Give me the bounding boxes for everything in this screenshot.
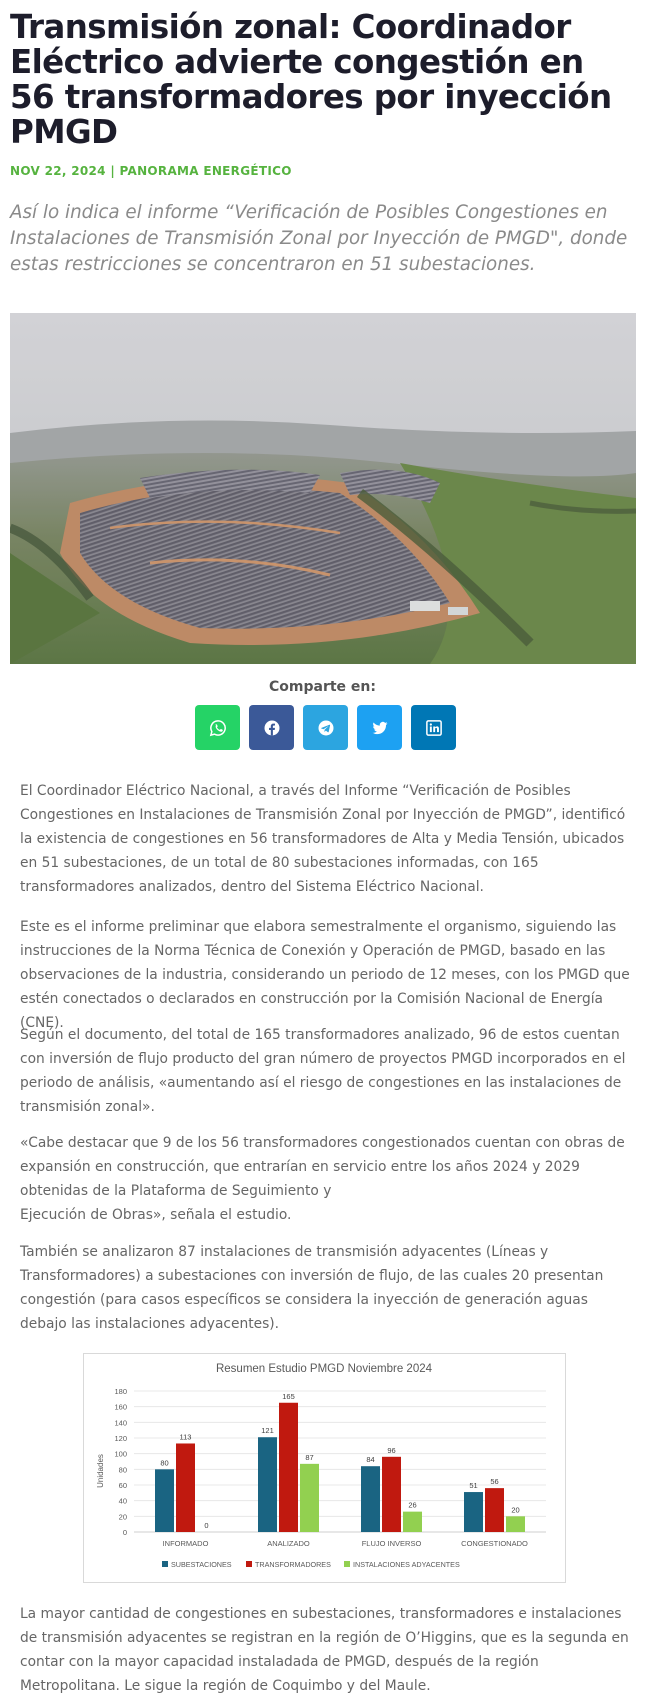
bar-chart bbox=[84, 1354, 565, 1582]
paragraph-3: Según el documento, del total de 165 transformadores analizado, 96 de estos cuentan con inversión de flujo producto del gran número de proyectos PMGD incorporados en el periodo de análisis, «aumentando así el riesgo de congestiones en las instalaciones de transmisión zonal». bbox=[20, 1027, 626, 1115]
bar-subestaciones-congestionado bbox=[464, 1492, 483, 1532]
paragraph-6: La mayor cantidad de congestiones en subestaciones, transformadores e instalaciones de transmisión adyacentes se registran en la región de O’Higgins, que es la segunda en contar con la mayor capacidad instaladada de PMGD, después de la región Metropolitana. Le sigue la región de Coquimbo y del Maule. bbox=[20, 1606, 629, 1694]
article-meta bbox=[10, 164, 292, 178]
chart-title: Resumen Estudio PMGD Noviembre 2024 bbox=[215, 1363, 433, 1375]
hero-image-solar-farm bbox=[10, 313, 636, 664]
y-tick-label: 80 bbox=[118, 1465, 127, 1475]
data-label: 121 bbox=[261, 1426, 274, 1436]
twitter-icon bbox=[371, 719, 389, 737]
x-tick-label: CONGESTIONADO bbox=[461, 1539, 528, 1548]
data-label: 113 bbox=[179, 1432, 192, 1442]
x-tick-label: INFORMADO bbox=[162, 1539, 209, 1548]
bar-transformadores-informado bbox=[176, 1443, 195, 1532]
solar-farm-illustration bbox=[10, 313, 636, 664]
bar-transformadores-analizado bbox=[279, 1403, 298, 1532]
y-tick-label: 60 bbox=[118, 1481, 127, 1490]
y-tick-label: 0 bbox=[122, 1528, 127, 1537]
data-label: 26 bbox=[408, 1500, 417, 1510]
legend-label: TRANSFORMADORES bbox=[255, 1560, 331, 1569]
share-linkedin-button[interactable] bbox=[411, 705, 456, 750]
share-buttons bbox=[195, 705, 456, 750]
article-lead: Así lo indica el informe “Verificación de Posibles Congestiones en Instalaciones de Transmisión Zonal por Inyección de PMGD", donde estas restricciones se concentraron en 51 subestaciones. bbox=[10, 202, 628, 275]
data-label: 84 bbox=[366, 1455, 375, 1465]
share-twitter-button[interactable] bbox=[357, 705, 402, 750]
facebook-icon bbox=[263, 719, 281, 737]
share-whatsapp-button[interactable] bbox=[195, 705, 240, 750]
legend-swatch bbox=[246, 1561, 252, 1567]
bar-instalaciones-adyacentes-analizado bbox=[300, 1464, 319, 1532]
paragraph-4-line-a: «Cabe destacar que 9 de los 56 transformadores congestionados cuentan con obras de expansión en construcción, que entrarían en servicio entre los años 2024 y 2029 obtenidas de la Plataforma de Seguimiento y bbox=[20, 1135, 625, 1199]
y-tick-label: 160 bbox=[114, 1402, 127, 1412]
y-axis-label: Unidades bbox=[96, 1454, 105, 1488]
bar-subestaciones-analizado bbox=[258, 1437, 277, 1532]
bar-transformadores-flujo-inverso bbox=[382, 1457, 401, 1532]
whatsapp-icon bbox=[209, 719, 227, 737]
meta-separator: | bbox=[110, 164, 115, 178]
paragraph-2: Este es el informe preliminar que elabora semestralmente el organismo, siguiendo las instrucciones de la Norma Técnica de Conexión y Operación de PMGD, basado en las observaciones de la industria, considerando un periodo de 12 meses, con los PMGD que estén conectados o declarados en construcción por la Comisión Nacional de Energía (CNE). bbox=[20, 919, 630, 1031]
data-label: 56 bbox=[490, 1477, 499, 1487]
paragraph-5: También se analizaron 87 instalaciones de transmisión adyacentes (Líneas y Transformadores) a subestaciones con inversión de flujo, de las cuales 20 presentan congestión (para casos específicos se considera la inyección de generación aguas debajo las instalaciones adyacentes). bbox=[20, 1244, 604, 1332]
paragraph-4-line-b: Ejecución de Obras», señala el estudio. bbox=[20, 1207, 292, 1223]
linkedin-icon bbox=[425, 719, 443, 737]
bar-instalaciones-adyacentes-flujo-inverso bbox=[403, 1512, 422, 1532]
share-label: Comparte en: bbox=[269, 679, 376, 695]
data-label: 51 bbox=[469, 1481, 478, 1491]
paragraph-1: El Coordinador Eléctrico Nacional, a través del Informe “Verificación de Posibles Congestiones en Instalaciones de Transmisión Zonal por Inyección de PMGD”, identificó la existencia de congestiones en 56 transformadores de Alta y Media Tensión, ubicados en 51 subestaciones, de un total de 80 subestaciones informadas, con 165 transformadores analizados, dentro del Sistema Eléctrico Nacional. bbox=[20, 783, 626, 895]
paragraph-4 bbox=[20, 1131, 632, 1227]
y-tick-label: 20 bbox=[118, 1512, 127, 1522]
x-tick-label: ANALIZADO bbox=[267, 1539, 310, 1548]
data-label: 87 bbox=[305, 1452, 314, 1462]
y-tick-label: 180 bbox=[114, 1387, 127, 1396]
data-label: 20 bbox=[511, 1505, 520, 1515]
data-label: 96 bbox=[387, 1445, 396, 1455]
data-label: 0 bbox=[204, 1521, 209, 1530]
bar-instalaciones-adyacentes-congestionado bbox=[506, 1516, 525, 1532]
article-category[interactable]: PANORAMA ENERGÉTICO bbox=[119, 164, 292, 178]
legend-label: SUBESTACIONES bbox=[171, 1560, 232, 1569]
x-tick-label: FLUJO INVERSO bbox=[361, 1539, 422, 1548]
y-tick-label: 40 bbox=[118, 1496, 127, 1506]
data-label: 80 bbox=[160, 1458, 169, 1468]
share-telegram-button[interactable] bbox=[303, 705, 348, 750]
share-facebook-button[interactable] bbox=[249, 705, 294, 750]
legend-swatch bbox=[344, 1561, 350, 1567]
y-tick-label: 100 bbox=[114, 1449, 127, 1459]
bar-transformadores-congestionado bbox=[485, 1488, 504, 1532]
y-tick-label: 120 bbox=[114, 1434, 127, 1443]
article-title: Transmisión zonal: Coordinador Eléctrico advierte congestión en 56 transformadores por inyección PMGD bbox=[10, 8, 612, 151]
bar-subestaciones-informado bbox=[155, 1469, 174, 1532]
article-date[interactable]: NOV 22, 2024 bbox=[10, 164, 106, 178]
telegram-icon bbox=[317, 719, 335, 737]
data-label: 165 bbox=[282, 1391, 295, 1401]
y-tick-label: 140 bbox=[114, 1418, 127, 1428]
pmgd-summary-chart bbox=[83, 1353, 566, 1583]
legend-label: INSTALACIONES ADYACENTES bbox=[353, 1560, 460, 1569]
legend-swatch bbox=[162, 1561, 168, 1567]
bar-subestaciones-flujo-inverso bbox=[361, 1466, 380, 1532]
